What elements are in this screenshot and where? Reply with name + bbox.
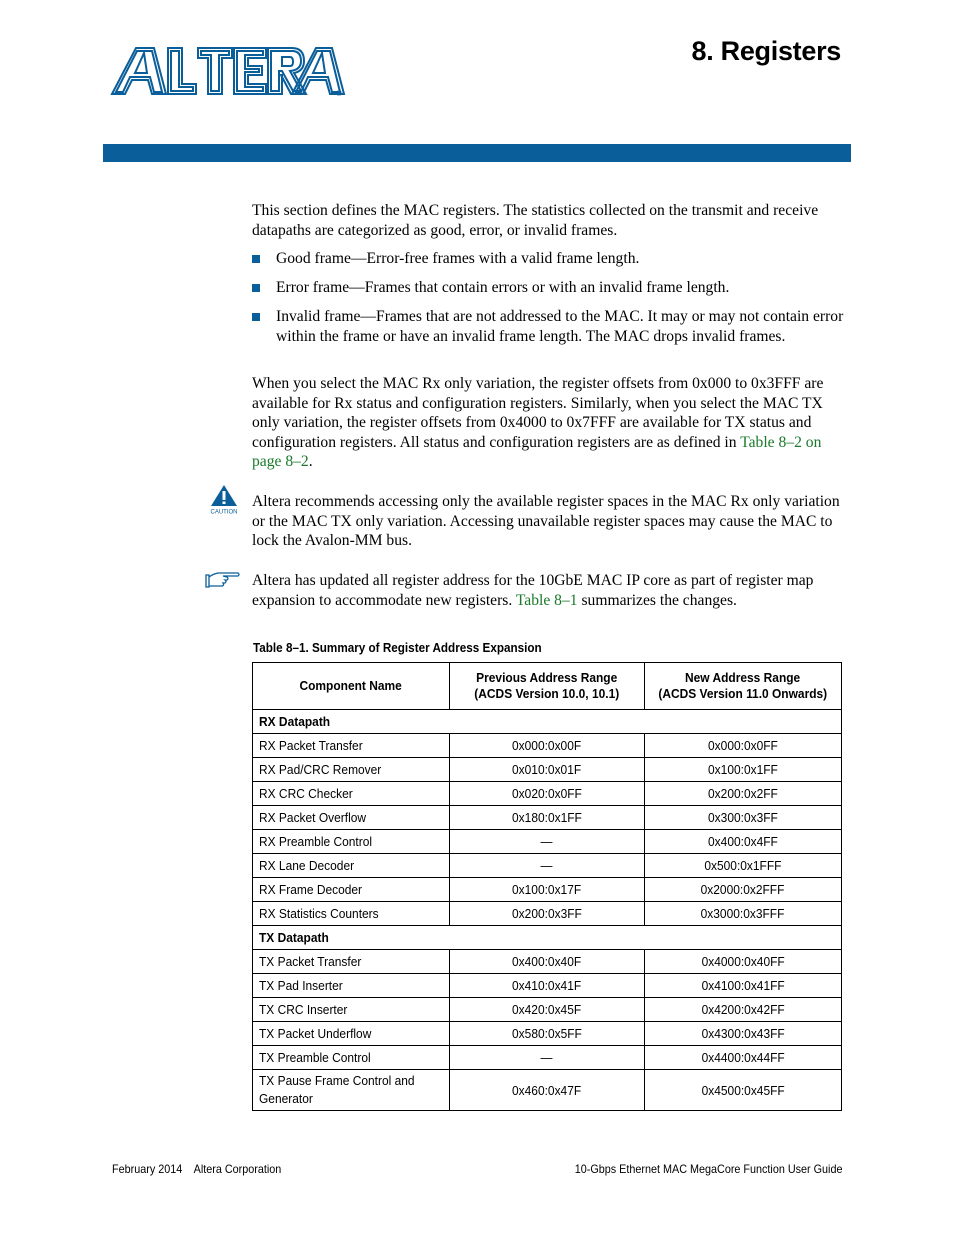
component-name-cell: TX Preamble Control: [253, 1046, 450, 1070]
new-range-cell: 0x400:0x4FF: [645, 830, 842, 854]
new-range-cell: 0x000:0x0FF: [645, 734, 842, 758]
frame-types-list: [252, 249, 844, 356]
table-row: [253, 974, 842, 998]
previous-range-cell: 0x100:0x17F: [449, 878, 644, 902]
component-name-cell: RX Pad/CRC Remover: [253, 758, 450, 782]
table-row: TX Pause Frame Control and Generator 0x460:0x47F 0x4500:0x45FF: [253, 1070, 842, 1111]
previous-range-cell: 0x420:0x45F: [449, 998, 644, 1022]
previous-range-cell: 0x400:0x40F: [449, 950, 644, 974]
table-row: [253, 782, 842, 806]
previous-range-cell: 0x010:0x01F: [449, 758, 644, 782]
caution-paragraph: Altera recommends accessing only the available register spaces in the MAC Rx only variation or the MAC TX only variation. Accessing unavailable register spaces may cause the MAC to lock the Avalon-MM bus.: [252, 493, 840, 550]
register-address-table: [252, 662, 842, 1111]
new-range-cell: 0x200:0x2FF: [645, 782, 842, 806]
table-row: [253, 1022, 842, 1046]
footer-right: 10-Gbps Ethernet MAC MegaCore Function User Guide: [574, 1162, 842, 1176]
table-row: [253, 878, 842, 902]
previous-range-cell: 0x410:0x41F: [449, 974, 644, 998]
bullet-square-icon: [252, 255, 260, 263]
header-previous-range: Previous Address Range (ACDS Version 10.0, 10.1): [449, 663, 644, 710]
previous-range-cell: 0x580:0x5FF: [449, 1022, 644, 1046]
table-row: [253, 830, 842, 854]
previous-range-cell: 0x200:0x3FF: [449, 902, 644, 926]
table-row: [253, 1046, 842, 1070]
section-row-tx: TX Datapath: [253, 926, 842, 950]
altera-logo: [110, 44, 350, 105]
table-row: [253, 950, 842, 974]
new-range-cell: 0x100:0x1FF: [645, 758, 842, 782]
new-range-cell: 0x4100:0x41FF: [645, 974, 842, 998]
svg-text:CAUTION: CAUTION: [210, 509, 238, 516]
component-name-cell: TX Packet Underflow: [253, 1022, 450, 1046]
tx-rows: [253, 950, 842, 1070]
component-name-cell: TX Packet Transfer: [253, 950, 450, 974]
variation-paragraph: When you select the MAC Rx only variation, the register offsets from 0x000 to 0x3FFF are available for Rx status and configuration registers. Similarly, when you select the MAC TX only variation, the register offsets from 0x4000 to 0x7FFF are available for TX status and configuration registers. All status and configuration registers are as defined in Table 8–2 on page 8–2.: [252, 375, 824, 471]
table-row: [253, 734, 842, 758]
component-name-cell: RX Statistics Counters: [253, 902, 450, 926]
list-item: Good frame—Error-free frames with a valid frame length.: [252, 249, 844, 269]
chapter-title: 8. Registers: [691, 36, 841, 66]
table-row: [253, 806, 842, 830]
component-name-cell: RX Packet Transfer: [253, 734, 450, 758]
component-name-cell: RX Preamble Control: [253, 830, 450, 854]
section-row-rx: RX Datapath: [253, 710, 842, 734]
previous-range-cell: —: [449, 1046, 644, 1070]
new-range-cell: 0x4200:0x42FF: [645, 998, 842, 1022]
table-row: [253, 854, 842, 878]
bullet-square-icon: [252, 284, 260, 292]
table-row: [253, 758, 842, 782]
previous-range-cell: —: [449, 830, 644, 854]
table-8-1-link[interactable]: Table 8–1: [515, 591, 578, 609]
svg-text:®: ®: [336, 89, 342, 98]
title-bar: [103, 144, 851, 162]
list-item: Invalid frame—Frames that are not addressed to the MAC. It may or may not contain error within the frame or have an invalid frame length. The MAC drops invalid frames.: [252, 307, 844, 346]
component-name-cell: RX CRC Checker: [253, 782, 450, 806]
pointing-hand-note-icon: [205, 571, 241, 594]
bullet-square-icon: [252, 313, 260, 321]
new-range-cell: 0x4400:0x44FF: [645, 1046, 842, 1070]
new-range-cell: 0x4000:0x40FF: [645, 950, 842, 974]
component-name-cell: TX CRC Inserter: [253, 998, 450, 1022]
component-name-cell: TX Pad Inserter: [253, 974, 450, 998]
table-header-row: [253, 663, 842, 710]
caution-icon: [207, 484, 241, 521]
table-8-2-link[interactable]: Table 8–2 on page 8–2: [252, 433, 822, 471]
new-range-cell: 0x500:0x1FFF: [645, 854, 842, 878]
footer-left: February 2014 Altera Corporation: [112, 1162, 282, 1176]
table-row: [253, 998, 842, 1022]
previous-range-cell: 0x000:0x00F: [449, 734, 644, 758]
table-caption: Table 8–1. Summary of Register Address Expansion: [253, 640, 542, 655]
previous-range-cell: 0x020:0x0FF: [449, 782, 644, 806]
note-paragraph: Altera has updated all register address for the 10GbE MAC IP core as part of register map expansion to accommodate new registers. Table 8–1 summarizes the changes.: [252, 572, 814, 609]
rx-rows: [253, 734, 842, 926]
previous-range-cell: 0x180:0x1FF: [449, 806, 644, 830]
intro-paragraph: [252, 201, 847, 240]
new-range-cell: 0x3000:0x3FFF: [645, 902, 842, 926]
table-row: [253, 902, 842, 926]
component-name-cell: RX Packet Overflow: [253, 806, 450, 830]
component-name-cell: RX Lane Decoder: [253, 854, 450, 878]
component-name-cell: RX Frame Decoder: [253, 878, 450, 902]
header-component-name: Component Name: [253, 663, 450, 710]
previous-range-cell: —: [449, 854, 644, 878]
new-range-cell: 0x300:0x3FF: [645, 806, 842, 830]
list-item: Error frame—Frames that contain errors or with an invalid frame length.: [252, 278, 844, 298]
new-range-cell: 0x4300:0x43FF: [645, 1022, 842, 1046]
header-new-range: New Address Range (ACDS Version 11.0 Onwards): [645, 663, 842, 710]
new-range-cell: 0x2000:0x2FFF: [645, 878, 842, 902]
intro-text: This section defines the MAC registers. The statistics collected on the transmit and receive datapaths are categorized as good, error, or invalid frames.: [252, 202, 819, 239]
